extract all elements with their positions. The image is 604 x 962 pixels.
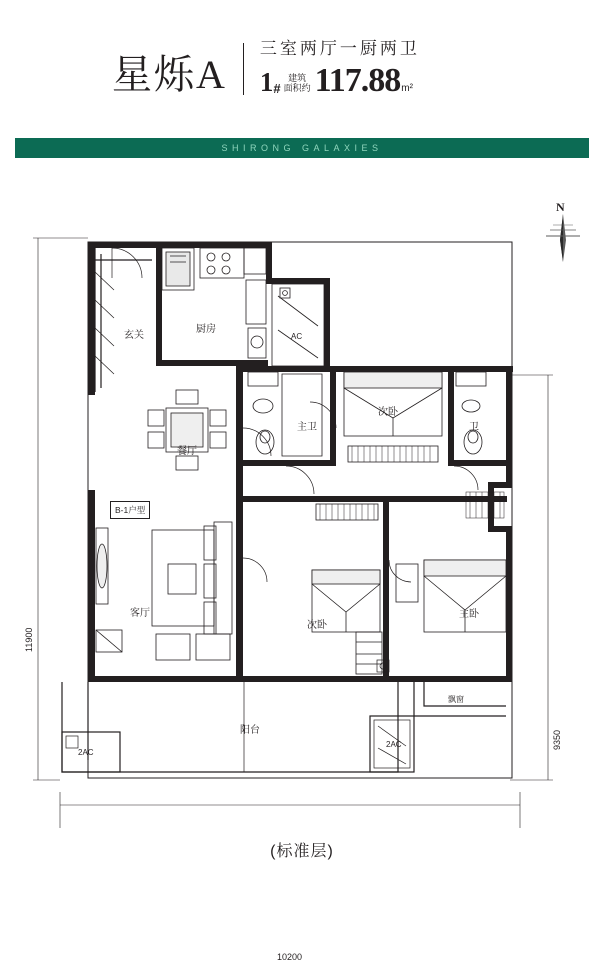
header (0, 0, 604, 130)
layout-subtitle: 三室两厅一厨两卫 (259, 39, 420, 58)
compass-north-label: N (556, 200, 565, 214)
annotation-ac-top: AC (291, 332, 303, 341)
room-label-entry: 玄关 (124, 330, 144, 341)
room-label-bedroom-3: 次卧 (307, 620, 327, 631)
unit-type-badge: B-1户型 (110, 501, 150, 519)
room-label-bath: 卫 (469, 422, 479, 433)
room-label-master-bath: 主卫 (297, 422, 317, 433)
dimension-right: 9350 (552, 729, 562, 750)
area-label (284, 73, 311, 93)
annotation-2ac-bottom: 2AC (386, 740, 402, 749)
area-value: 117.88 (314, 62, 401, 99)
room-label-bedroom-2: 次卧 (378, 407, 398, 418)
footer-note: (标准层) (270, 843, 334, 860)
title-right (260, 34, 420, 97)
dimension-left: 11900 (24, 627, 34, 652)
page-title: 星烁A (112, 52, 227, 97)
brand-banner (15, 138, 589, 158)
annotation-2ac-left: 2AC (78, 748, 94, 757)
area-unit: m² (401, 83, 413, 94)
building-hash: # (273, 81, 281, 96)
title-divider (243, 43, 244, 95)
room-label-dining: 餐厅 (177, 446, 197, 457)
area-line (259, 62, 420, 99)
room-label-living: 客厅 (130, 608, 150, 619)
room-label-bay-window: 飘窗 (448, 695, 464, 704)
room-label-kitchen: 厨房 (196, 324, 216, 335)
building-number: 1 (259, 67, 274, 97)
area-label-line2: 面积约 (283, 83, 311, 93)
area-label-line1: 建筑 (288, 73, 307, 83)
title-block (112, 34, 420, 97)
floor-plan-drawing (0, 160, 604, 840)
room-label-master-bedroom: 主卧 (459, 609, 479, 620)
brand-banner-text: SHIRONG GALAXIES (221, 143, 383, 153)
room-label-balcony: 阳台 (240, 725, 260, 736)
dimension-bottom: 10200 (277, 952, 303, 962)
